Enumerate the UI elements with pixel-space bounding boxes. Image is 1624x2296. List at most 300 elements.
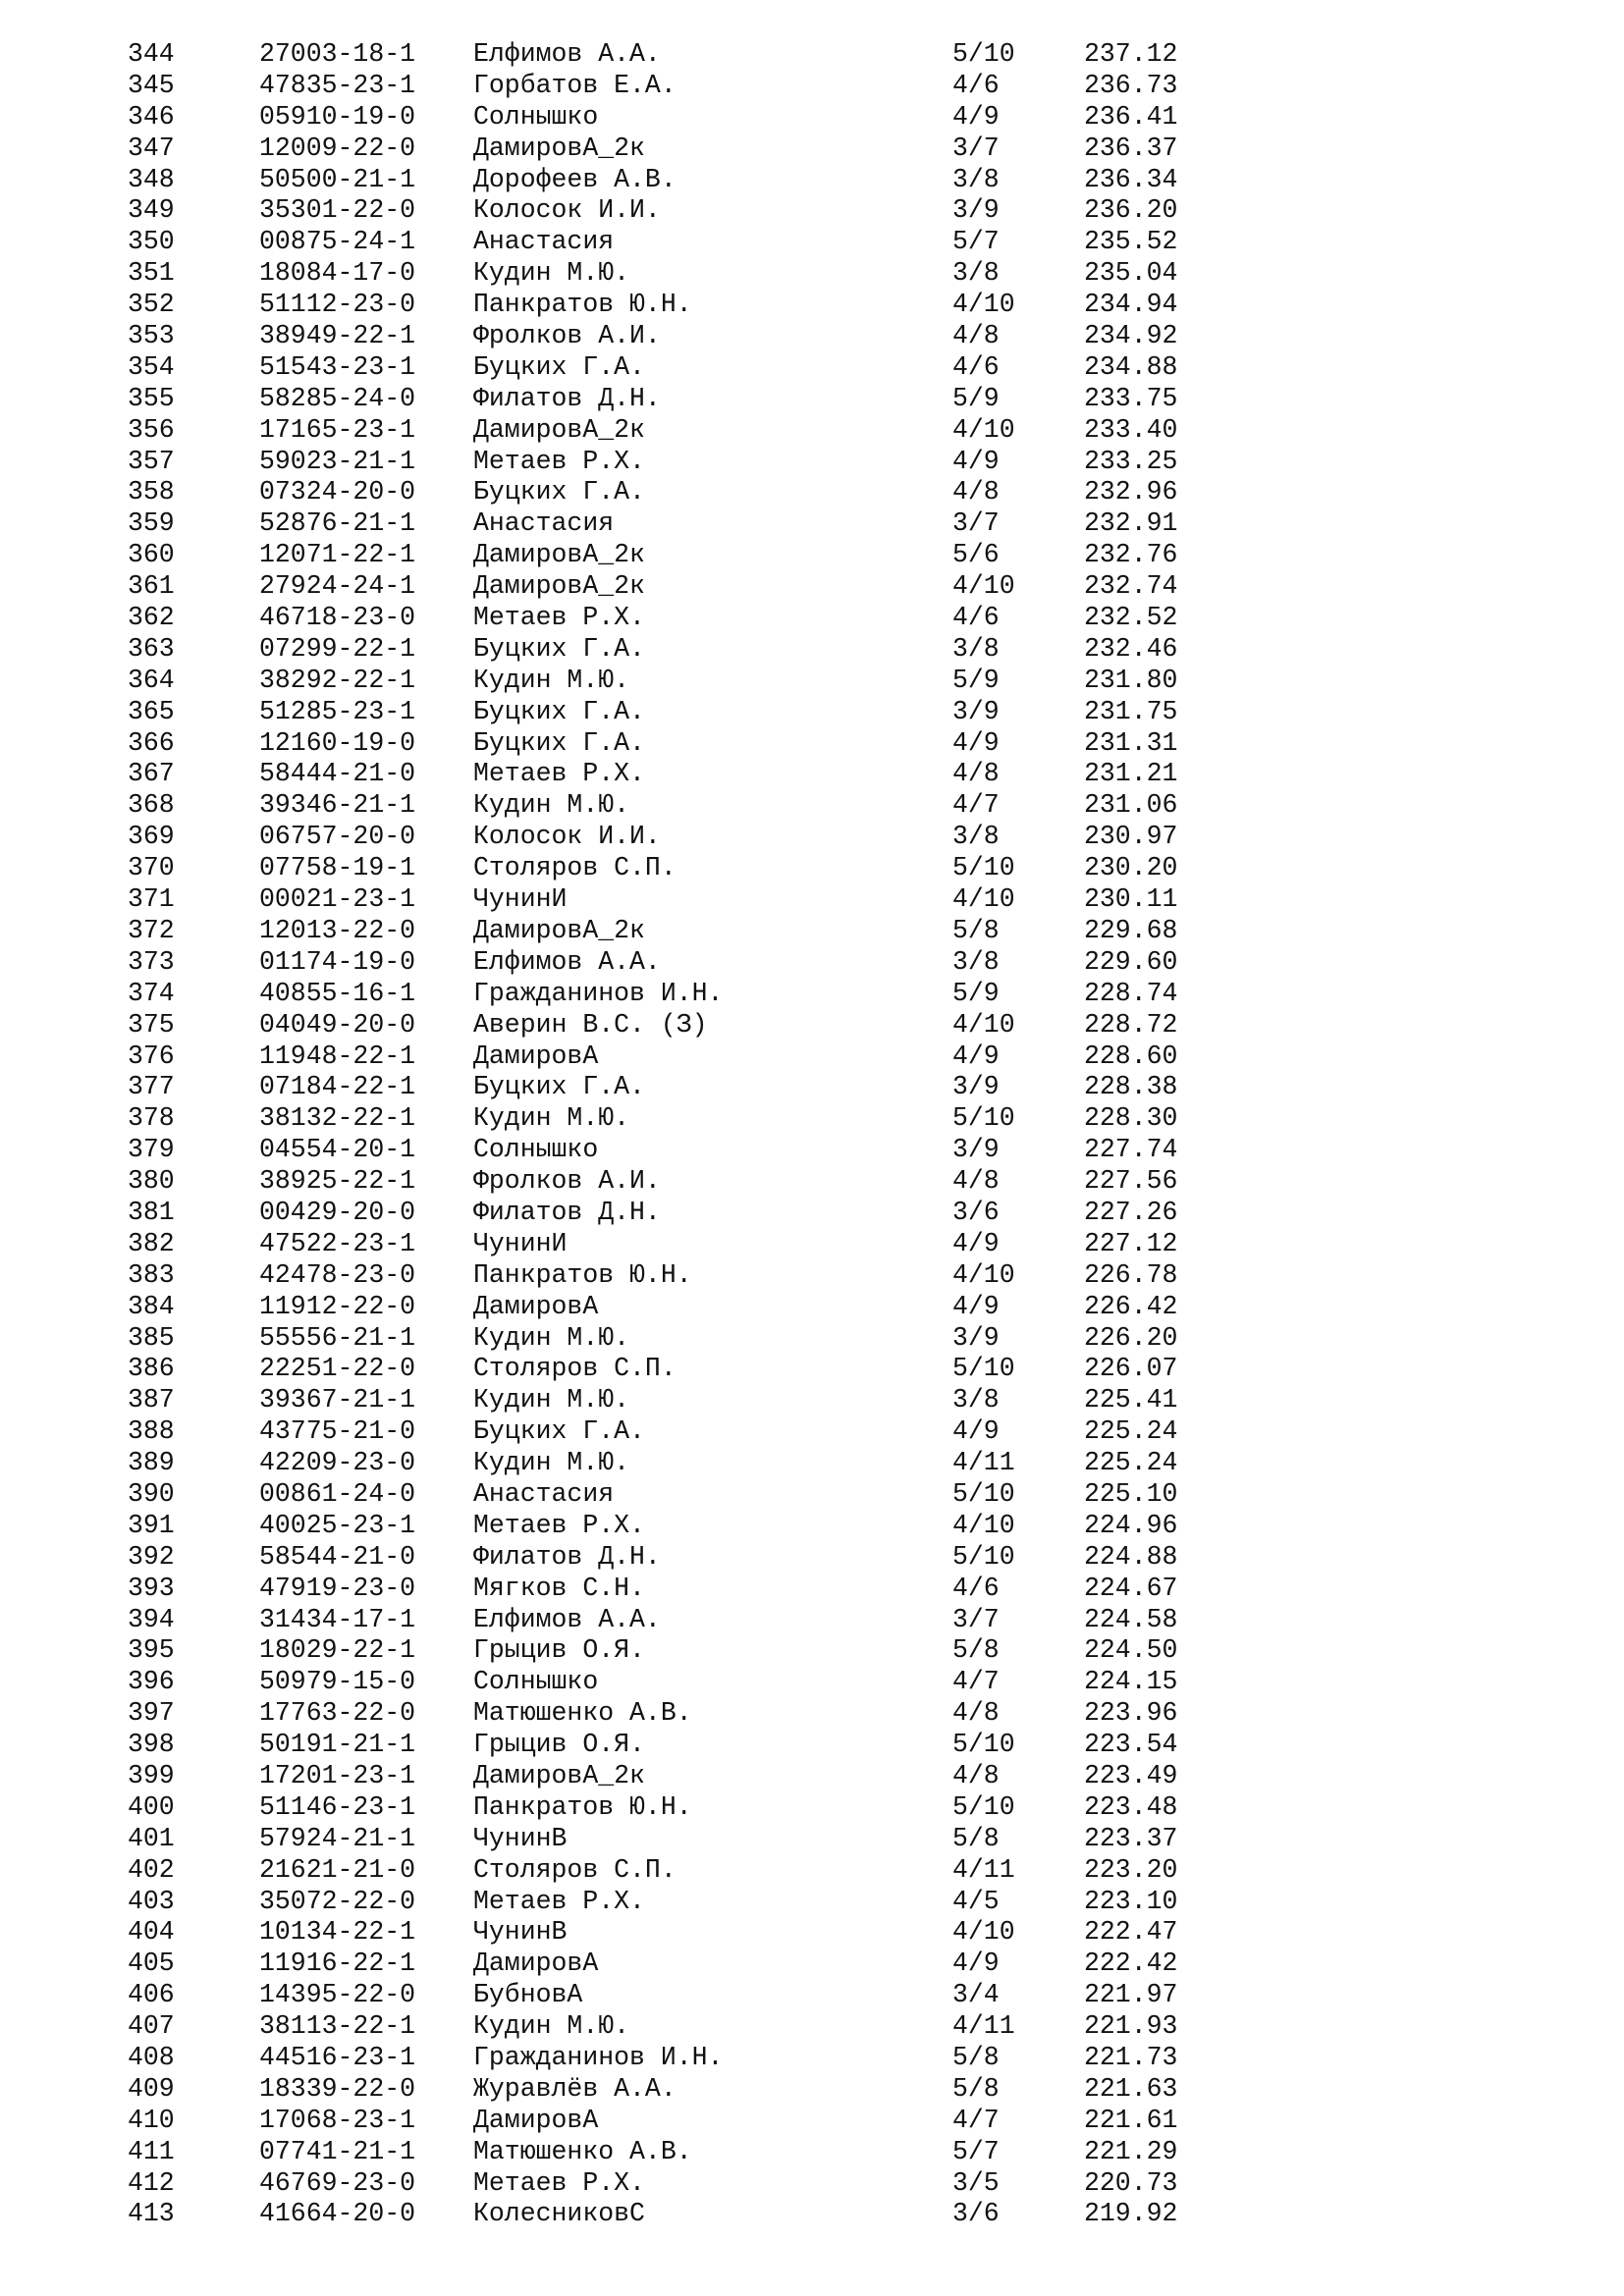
table-row xyxy=(0,1416,1624,1448)
score-cell: 3/9 xyxy=(952,1072,1000,1102)
table-row xyxy=(0,634,1624,666)
table-row xyxy=(0,1323,1624,1355)
score-cell: 4/8 xyxy=(952,1760,1000,1790)
table-row xyxy=(0,258,1624,290)
name-cell: Метаев Р.Х. xyxy=(473,603,645,633)
rating-cell: 235.52 xyxy=(1084,227,1178,257)
table-row xyxy=(0,102,1624,133)
table-row xyxy=(0,947,1624,979)
score-cell: 4/5 xyxy=(952,1886,1000,1916)
rating-cell: 224.58 xyxy=(1084,1604,1178,1634)
name-cell: Аверин В.С. (З) xyxy=(473,1009,708,1040)
table-row xyxy=(0,447,1624,478)
id-cell: 51285-23-1 xyxy=(259,696,416,726)
table-row xyxy=(0,1385,1624,1416)
id-cell: 10134-22-1 xyxy=(259,1917,416,1948)
name-cell: ДамировА xyxy=(473,2105,599,2135)
name-cell: Горбатов Е.А. xyxy=(473,70,677,100)
name-cell: ДамировА_2к xyxy=(473,540,645,570)
rank-cell: 346 xyxy=(128,101,175,132)
name-cell: Матюшенко А.В. xyxy=(473,2136,692,2166)
id-cell: 11948-22-1 xyxy=(259,1041,416,1071)
rating-cell: 236.73 xyxy=(1084,70,1178,100)
rating-cell: 232.52 xyxy=(1084,603,1178,633)
rating-cell: 223.10 xyxy=(1084,1886,1178,1916)
table-row xyxy=(0,1855,1624,1887)
rating-cell: 221.93 xyxy=(1084,2011,1178,2042)
table-row xyxy=(0,1792,1624,1824)
rank-cell: 378 xyxy=(128,1103,175,1134)
rank-cell: 391 xyxy=(128,1510,175,1540)
rating-cell: 221.29 xyxy=(1084,2136,1178,2166)
id-cell: 07758-19-1 xyxy=(259,853,416,883)
id-cell: 50979-15-0 xyxy=(259,1667,416,1697)
score-cell: 4/9 xyxy=(952,446,1000,476)
name-cell: Панкратов Ю.Н. xyxy=(473,1259,692,1290)
id-cell: 04049-20-0 xyxy=(259,1009,416,1040)
name-cell: ДамировА_2к xyxy=(473,1760,645,1790)
rating-cell: 234.92 xyxy=(1084,321,1178,351)
ranking-table xyxy=(0,39,1624,2230)
table-row xyxy=(0,979,1624,1010)
name-cell: Панкратов Ю.Н. xyxy=(473,290,692,320)
name-cell: Буцких Г.А. xyxy=(473,1416,645,1447)
rating-cell: 230.97 xyxy=(1084,822,1178,852)
name-cell: Кудин М.Ю. xyxy=(473,1322,630,1353)
rank-cell: 357 xyxy=(128,446,175,476)
name-cell: Буцких Г.А. xyxy=(473,477,645,507)
id-cell: 17165-23-1 xyxy=(259,414,416,445)
table-row xyxy=(0,1229,1624,1260)
score-cell: 4/10 xyxy=(952,884,1015,915)
name-cell: КолесниковС xyxy=(473,2199,645,2229)
name-cell: Филатов Д.Н. xyxy=(473,1541,661,1572)
rating-cell: 229.60 xyxy=(1084,946,1178,977)
score-cell: 5/10 xyxy=(952,1730,1015,1760)
rank-cell: 373 xyxy=(128,946,175,977)
name-cell: Столяров С.П. xyxy=(473,1354,677,1384)
rank-cell: 356 xyxy=(128,414,175,445)
name-cell: Анастасия xyxy=(473,1478,615,1509)
rating-cell: 221.73 xyxy=(1084,2043,1178,2072)
id-cell: 51146-23-1 xyxy=(259,1791,416,1822)
rating-cell: 221.97 xyxy=(1084,1980,1178,2010)
rating-cell: 233.25 xyxy=(1084,446,1178,476)
rating-cell: 236.20 xyxy=(1084,195,1178,226)
rating-cell: 232.74 xyxy=(1084,571,1178,602)
name-cell: Метаев Р.Х. xyxy=(473,1510,645,1540)
id-cell: 47522-23-1 xyxy=(259,1228,416,1258)
table-row xyxy=(0,1479,1624,1511)
table-row xyxy=(0,227,1624,258)
score-cell: 5/9 xyxy=(952,665,1000,695)
rating-cell: 232.91 xyxy=(1084,508,1178,539)
id-cell: 12160-19-0 xyxy=(259,727,416,758)
id-cell: 22251-22-0 xyxy=(259,1354,416,1384)
name-cell: Кудин М.Ю. xyxy=(473,258,630,289)
rating-cell: 232.46 xyxy=(1084,633,1178,664)
table-row xyxy=(0,195,1624,227)
rank-cell: 407 xyxy=(128,2011,175,2042)
id-cell: 57924-21-1 xyxy=(259,1823,416,1853)
name-cell: ДамировА_2к xyxy=(473,414,645,445)
score-cell: 4/10 xyxy=(952,571,1015,602)
id-cell: 40855-16-1 xyxy=(259,978,416,1008)
id-cell: 00021-23-1 xyxy=(259,884,416,915)
id-cell: 21621-21-0 xyxy=(259,1854,416,1885)
score-cell: 3/8 xyxy=(952,1385,1000,1415)
score-cell: 4/11 xyxy=(952,1854,1015,1885)
id-cell: 50500-21-1 xyxy=(259,164,416,194)
rating-cell: 228.74 xyxy=(1084,978,1178,1008)
rating-cell: 231.31 xyxy=(1084,727,1178,758)
table-row xyxy=(0,1730,1624,1761)
score-cell: 5/8 xyxy=(952,1823,1000,1853)
rating-cell: 231.75 xyxy=(1084,696,1178,726)
rating-cell: 228.72 xyxy=(1084,1009,1178,1040)
table-row xyxy=(0,415,1624,447)
score-cell: 4/8 xyxy=(952,321,1000,351)
rating-cell: 237.12 xyxy=(1084,39,1178,69)
name-cell: Колосок И.И. xyxy=(473,195,661,226)
rank-cell: 379 xyxy=(128,1135,175,1165)
rating-cell: 224.50 xyxy=(1084,1635,1178,1666)
table-row xyxy=(0,540,1624,571)
rank-cell: 363 xyxy=(128,633,175,664)
rating-cell: 224.15 xyxy=(1084,1667,1178,1697)
score-cell: 3/9 xyxy=(952,1322,1000,1353)
rank-cell: 401 xyxy=(128,1823,175,1853)
rank-cell: 397 xyxy=(128,1698,175,1729)
table-row xyxy=(0,1260,1624,1292)
rank-cell: 360 xyxy=(128,540,175,570)
rating-cell: 222.42 xyxy=(1084,1949,1178,1979)
rank-cell: 351 xyxy=(128,258,175,289)
rank-cell: 361 xyxy=(128,571,175,602)
rank-cell: 348 xyxy=(128,164,175,194)
id-cell: 38949-22-1 xyxy=(259,321,416,351)
name-cell: Буцких Г.А. xyxy=(473,727,645,758)
score-cell: 4/9 xyxy=(952,1228,1000,1258)
score-cell: 4/11 xyxy=(952,1448,1015,1478)
score-cell: 5/8 xyxy=(952,2073,1000,2104)
id-cell: 58285-24-0 xyxy=(259,383,416,413)
score-cell: 5/10 xyxy=(952,1478,1015,1509)
id-cell: 07299-22-1 xyxy=(259,633,416,664)
rank-cell: 395 xyxy=(128,1635,175,1666)
score-cell: 4/10 xyxy=(952,1917,1015,1948)
rating-cell: 230.11 xyxy=(1084,884,1178,915)
table-row xyxy=(0,71,1624,102)
score-cell: 4/10 xyxy=(952,1009,1015,1040)
id-cell: 51112-23-0 xyxy=(259,290,416,320)
rating-cell: 236.37 xyxy=(1084,133,1178,163)
id-cell: 07741-21-1 xyxy=(259,2136,416,2166)
rank-cell: 388 xyxy=(128,1416,175,1447)
rating-cell: 226.78 xyxy=(1084,1259,1178,1290)
score-cell: 4/9 xyxy=(952,1949,1000,1979)
table-row xyxy=(0,728,1624,760)
id-cell: 18084-17-0 xyxy=(259,258,416,289)
score-cell: 3/8 xyxy=(952,822,1000,852)
id-cell: 38113-22-1 xyxy=(259,2011,416,2042)
score-cell: 5/7 xyxy=(952,2136,1000,2166)
rank-cell: 374 xyxy=(128,978,175,1008)
score-cell: 4/6 xyxy=(952,603,1000,633)
name-cell: Фролков А.И. xyxy=(473,1166,661,1197)
score-cell: 5/10 xyxy=(952,1791,1015,1822)
id-cell: 07324-20-0 xyxy=(259,477,416,507)
rank-cell: 354 xyxy=(128,351,175,382)
score-cell: 4/8 xyxy=(952,477,1000,507)
rating-cell: 228.60 xyxy=(1084,1041,1178,1071)
name-cell: Анастасия xyxy=(473,227,615,257)
rating-cell: 219.92 xyxy=(1084,2199,1178,2229)
name-cell: Кудин М.Ю. xyxy=(473,665,630,695)
rank-cell: 370 xyxy=(128,853,175,883)
rating-cell: 226.07 xyxy=(1084,1354,1178,1384)
table-row xyxy=(0,1980,1624,2011)
name-cell: Кудин М.Ю. xyxy=(473,2011,630,2042)
rank-cell: 368 xyxy=(128,790,175,821)
score-cell: 4/10 xyxy=(952,1510,1015,1540)
name-cell: Кудин М.Ю. xyxy=(473,1385,630,1415)
rank-cell: 386 xyxy=(128,1354,175,1384)
rank-cell: 347 xyxy=(128,133,175,163)
table-row xyxy=(0,2106,1624,2137)
id-cell: 47919-23-0 xyxy=(259,1573,416,1603)
rating-cell: 221.61 xyxy=(1084,2105,1178,2135)
id-cell: 40025-23-1 xyxy=(259,1510,416,1540)
id-cell: 05910-19-0 xyxy=(259,101,416,132)
table-row xyxy=(0,2011,1624,2043)
rating-cell: 224.96 xyxy=(1084,1510,1178,1540)
rating-cell: 231.21 xyxy=(1084,759,1178,789)
id-cell: 18339-22-0 xyxy=(259,2073,416,2104)
id-cell: 12071-22-1 xyxy=(259,540,416,570)
table-row xyxy=(0,1667,1624,1698)
name-cell: ЧунинИ xyxy=(473,884,568,915)
rank-cell: 350 xyxy=(128,227,175,257)
id-cell: 42209-23-0 xyxy=(259,1448,416,1478)
name-cell: Кудин М.Ю. xyxy=(473,1103,630,1134)
rank-cell: 390 xyxy=(128,1478,175,1509)
rating-cell: 224.88 xyxy=(1084,1541,1178,1572)
rating-cell: 228.30 xyxy=(1084,1103,1178,1134)
rank-cell: 358 xyxy=(128,477,175,507)
rank-cell: 403 xyxy=(128,1886,175,1916)
rank-cell: 371 xyxy=(128,884,175,915)
table-row xyxy=(0,1635,1624,1667)
rank-cell: 375 xyxy=(128,1009,175,1040)
name-cell: ДамировА_2к xyxy=(473,915,645,945)
rank-cell: 382 xyxy=(128,1228,175,1258)
rank-cell: 402 xyxy=(128,1854,175,1885)
id-cell: 59023-21-1 xyxy=(259,446,416,476)
rating-cell: 228.38 xyxy=(1084,1072,1178,1102)
name-cell: БубновА xyxy=(473,1980,583,2010)
name-cell: ДамировА xyxy=(473,1291,599,1321)
id-cell: 46769-23-0 xyxy=(259,2167,416,2198)
score-cell: 4/9 xyxy=(952,1041,1000,1071)
name-cell: Матюшенко А.В. xyxy=(473,1698,692,1729)
id-cell: 12009-22-0 xyxy=(259,133,416,163)
name-cell: Солнышко xyxy=(473,101,599,132)
score-cell: 4/11 xyxy=(952,2011,1015,2042)
rank-cell: 377 xyxy=(128,1072,175,1102)
table-row xyxy=(0,133,1624,165)
score-cell: 4/10 xyxy=(952,414,1015,445)
score-cell: 4/8 xyxy=(952,1166,1000,1197)
table-row xyxy=(0,384,1624,415)
score-cell: 4/9 xyxy=(952,727,1000,758)
id-cell: 27003-18-1 xyxy=(259,39,416,69)
name-cell: ДамировА xyxy=(473,1041,599,1071)
id-cell: 51543-23-1 xyxy=(259,351,416,382)
rating-cell: 227.26 xyxy=(1084,1197,1178,1227)
rank-cell: 384 xyxy=(128,1291,175,1321)
rating-cell: 233.75 xyxy=(1084,383,1178,413)
id-cell: 38292-22-1 xyxy=(259,665,416,695)
name-cell: Колосок И.И. xyxy=(473,822,661,852)
name-cell: Буцких Г.А. xyxy=(473,696,645,726)
id-cell: 38132-22-1 xyxy=(259,1103,416,1134)
table-row xyxy=(0,321,1624,352)
score-cell: 4/9 xyxy=(952,1416,1000,1447)
table-row xyxy=(0,1761,1624,1792)
rank-cell: 383 xyxy=(128,1259,175,1290)
id-cell: 58444-21-0 xyxy=(259,759,416,789)
score-cell: 3/4 xyxy=(952,1980,1000,2010)
id-cell: 35301-22-0 xyxy=(259,195,416,226)
id-cell: 41664-20-0 xyxy=(259,2199,416,2229)
score-cell: 3/7 xyxy=(952,508,1000,539)
id-cell: 55556-21-1 xyxy=(259,1322,416,1353)
table-row xyxy=(0,1448,1624,1479)
id-cell: 01174-19-0 xyxy=(259,946,416,977)
name-cell: Журавлёв А.А. xyxy=(473,2073,677,2104)
score-cell: 4/6 xyxy=(952,1573,1000,1603)
rank-cell: 344 xyxy=(128,39,175,69)
rank-cell: 369 xyxy=(128,822,175,852)
rating-cell: 227.12 xyxy=(1084,1228,1178,1258)
rank-cell: 413 xyxy=(128,2199,175,2229)
rank-cell: 409 xyxy=(128,2073,175,2104)
score-cell: 4/8 xyxy=(952,759,1000,789)
score-cell: 5/10 xyxy=(952,39,1015,69)
rating-cell: 225.10 xyxy=(1084,1478,1178,1509)
rank-cell: 372 xyxy=(128,915,175,945)
rating-cell: 227.56 xyxy=(1084,1166,1178,1197)
name-cell: Филатов Д.Н. xyxy=(473,383,661,413)
table-row xyxy=(0,1511,1624,1542)
table-row xyxy=(0,1166,1624,1198)
rank-cell: 411 xyxy=(128,2136,175,2166)
rank-cell: 387 xyxy=(128,1385,175,1415)
score-cell: 4/7 xyxy=(952,790,1000,821)
score-cell: 5/10 xyxy=(952,1354,1015,1384)
name-cell: Фролков А.И. xyxy=(473,321,661,351)
name-cell: ДамировА_2к xyxy=(473,571,645,602)
id-cell: 17763-22-0 xyxy=(259,1698,416,1729)
id-cell: 00875-24-1 xyxy=(259,227,416,257)
table-row xyxy=(0,790,1624,822)
rank-cell: 412 xyxy=(128,2167,175,2198)
id-cell: 12013-22-0 xyxy=(259,915,416,945)
name-cell: ЧунинВ xyxy=(473,1823,568,1853)
score-cell: 5/8 xyxy=(952,915,1000,945)
rating-cell: 225.24 xyxy=(1084,1416,1178,1447)
name-cell: Дорофеев А.В. xyxy=(473,164,677,194)
rating-cell: 227.74 xyxy=(1084,1135,1178,1165)
name-cell: Солнышко xyxy=(473,1667,599,1697)
table-row xyxy=(0,1010,1624,1041)
id-cell: 11912-22-0 xyxy=(259,1291,416,1321)
name-cell: Столяров С.П. xyxy=(473,1854,677,1885)
rating-cell: 223.96 xyxy=(1084,1698,1178,1729)
rank-cell: 406 xyxy=(128,1980,175,2010)
score-cell: 4/8 xyxy=(952,1698,1000,1729)
table-row xyxy=(0,39,1624,71)
rating-cell: 232.96 xyxy=(1084,477,1178,507)
rating-cell: 236.41 xyxy=(1084,101,1178,132)
table-row xyxy=(0,2074,1624,2106)
rank-cell: 352 xyxy=(128,290,175,320)
name-cell: Метаев Р.Х. xyxy=(473,2167,645,2198)
score-cell: 4/7 xyxy=(952,2105,1000,2135)
score-cell: 4/6 xyxy=(952,351,1000,382)
score-cell: 3/5 xyxy=(952,2167,1000,2198)
name-cell: Елфимов А.А. xyxy=(473,1604,661,1634)
score-cell: 4/10 xyxy=(952,290,1015,320)
id-cell: 35072-22-0 xyxy=(259,1886,416,1916)
id-cell: 00861-24-0 xyxy=(259,1478,416,1509)
rank-cell: 376 xyxy=(128,1041,175,1071)
rank-cell: 385 xyxy=(128,1322,175,1353)
id-cell: 18029-22-1 xyxy=(259,1635,416,1666)
id-cell: 17068-23-1 xyxy=(259,2105,416,2135)
name-cell: Мягков С.Н. xyxy=(473,1573,645,1603)
table-row xyxy=(0,1698,1624,1730)
table-row xyxy=(0,1542,1624,1574)
rating-cell: 223.54 xyxy=(1084,1730,1178,1760)
table-row xyxy=(0,603,1624,634)
table-row xyxy=(0,2168,1624,2200)
rank-cell: 349 xyxy=(128,195,175,226)
rank-cell: 359 xyxy=(128,508,175,539)
name-cell: Кудин М.Ю. xyxy=(473,1448,630,1478)
score-cell: 5/10 xyxy=(952,1541,1015,1572)
name-cell: Филатов Д.Н. xyxy=(473,1197,661,1227)
rank-cell: 392 xyxy=(128,1541,175,1572)
rank-cell: 362 xyxy=(128,603,175,633)
table-row xyxy=(0,759,1624,790)
name-cell: Грыцив О.Я. xyxy=(473,1635,645,1666)
name-cell: Метаев Р.Х. xyxy=(473,1886,645,1916)
rank-cell: 381 xyxy=(128,1197,175,1227)
rating-cell: 222.47 xyxy=(1084,1917,1178,1948)
rank-cell: 410 xyxy=(128,2105,175,2135)
table-row xyxy=(0,1103,1624,1135)
table-row xyxy=(0,1574,1624,1605)
rating-cell: 231.06 xyxy=(1084,790,1178,821)
rank-cell: 408 xyxy=(128,2043,175,2072)
rating-cell: 234.94 xyxy=(1084,290,1178,320)
score-cell: 5/7 xyxy=(952,227,1000,257)
name-cell: Метаев Р.Х. xyxy=(473,759,645,789)
table-row xyxy=(0,1949,1624,1980)
rating-cell: 235.04 xyxy=(1084,258,1178,289)
